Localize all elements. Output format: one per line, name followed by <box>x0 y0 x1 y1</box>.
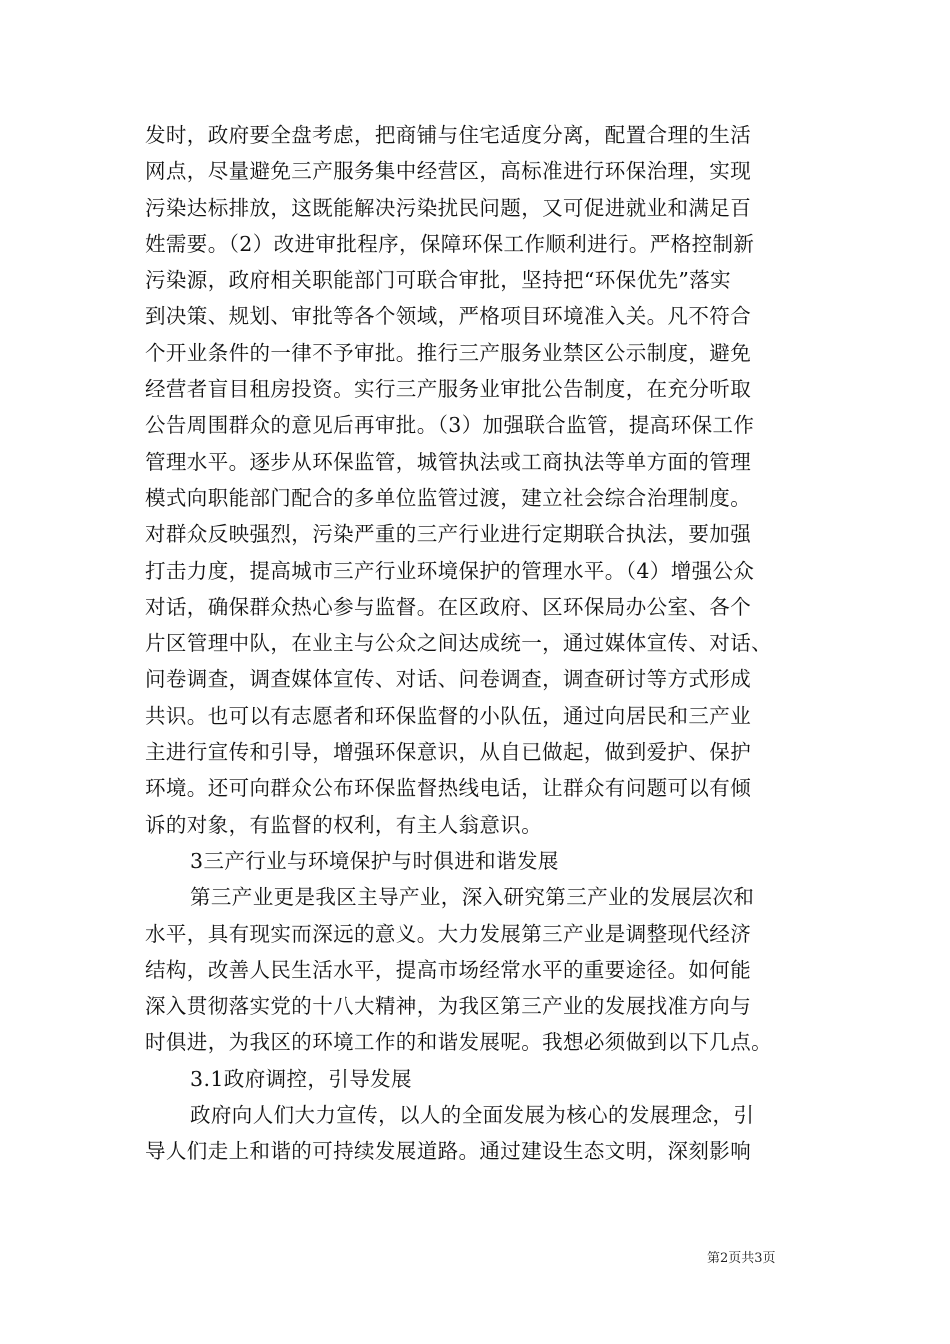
text-line: 公告周围群众的意见后再审批。（3）加强联合监管，提高环保工作 <box>145 413 755 438</box>
text-line: 问卷调查，调查媒体宣传、对话、问卷调查，调查研讨等方式形成 <box>145 667 752 692</box>
text-line: 环境。还可向群众公布环保监督热线电话，让群众有问题可以有倾 <box>145 776 752 801</box>
text-line: 经营者盲目租房投资。实行三产服务业审批公告制度，在充分听取 <box>145 377 752 402</box>
text-line: 主进行宣传和引导，增强环保意识，从自已做起，做到爱护、保护 <box>145 740 752 765</box>
text-line: 模式向职能部门配合的多单位监管过渡，建立社会综合治理制度。 <box>145 485 752 510</box>
text-line: 发时，政府要全盘考虑，把商铺与住宅适度分离，配置合理的生活 <box>145 123 752 147</box>
text-line: 姓需要。（2）改进审批程序，保障环保工作顺利进行。严格控制新 <box>145 231 755 256</box>
text-line: 对群众反映强烈，污染严重的三产行业进行定期联合执法，要加强 <box>145 522 752 547</box>
text-line: 管理水平。逐步从环保监管，城管执法或工商执法等单方面的管理 <box>145 449 752 474</box>
text-line: 个开业条件的一律不予审批。推行三产服务业禁区公示制度，避免 <box>145 340 752 365</box>
paragraph-first-line: 第三产业更是我区主导产业，深入研究第三产业的发展层次和 <box>190 885 755 910</box>
section-heading: 3三产行业与环境保护与时俱进和谐发展 <box>190 848 559 873</box>
text-line: 结构，改善人民生活水平，提高市场经常水平的重要途径。如何能 <box>145 957 752 982</box>
text-line: 污染达标排放，这既能解决污染扰民问题，又可促进就业和满足百 <box>145 195 752 220</box>
body-text <box>145 117 810 1170</box>
text-line: 诉的对象，有监督的权利，有主人翁意识。 <box>145 812 543 837</box>
text-line: 对话，确保群众热心参与监督。在区政府、区环保局办公室、各个 <box>145 594 752 619</box>
text-line: 导人们走上和谐的可持续发展道路。通过建设生态文明，深刻影响 <box>145 1139 752 1164</box>
text-line: 共识。也可以有志愿者和环保监督的小队伍，通过向居民和三产业 <box>145 703 752 728</box>
page-number: 第2页共3页 <box>707 1251 776 1266</box>
subsection-heading: 3.1政府调控，引导发展 <box>190 1066 412 1091</box>
text-line: 时俱进，为我区的环境工作的和谐发展呢。我想必须做到以下几点。 <box>145 1030 772 1055</box>
paragraph-first-line: 政府向人们大力宣传，以人的全面发展为核心的发展理念，引 <box>190 1103 755 1128</box>
text-line: 水平，具有现实而深远的意义。大力发展第三产业是调整现代经济 <box>145 921 752 946</box>
text-line: 到决策、规划、审批等各个领域，严格项目环境准入关。凡不符合 <box>145 304 752 329</box>
text-line: 网点，尽量避免三产服务集中经营区，高标准进行环保治理，实现 <box>145 159 752 184</box>
text-line: 片区管理中队，在业主与公众之间达成统一，通过媒体宣传、对话、 <box>145 631 772 656</box>
text-line: 深入贯彻落实党的十八大精神，为我区第三产业的发展找准方向与 <box>145 994 752 1019</box>
text-line: 打击力度，提高城市三产行业环境保护的管理水平。（4）增强公众 <box>145 558 755 583</box>
text-line: 污染源，政府相关职能部门可联合审批，坚持把“环保优先”落实 <box>145 268 732 293</box>
